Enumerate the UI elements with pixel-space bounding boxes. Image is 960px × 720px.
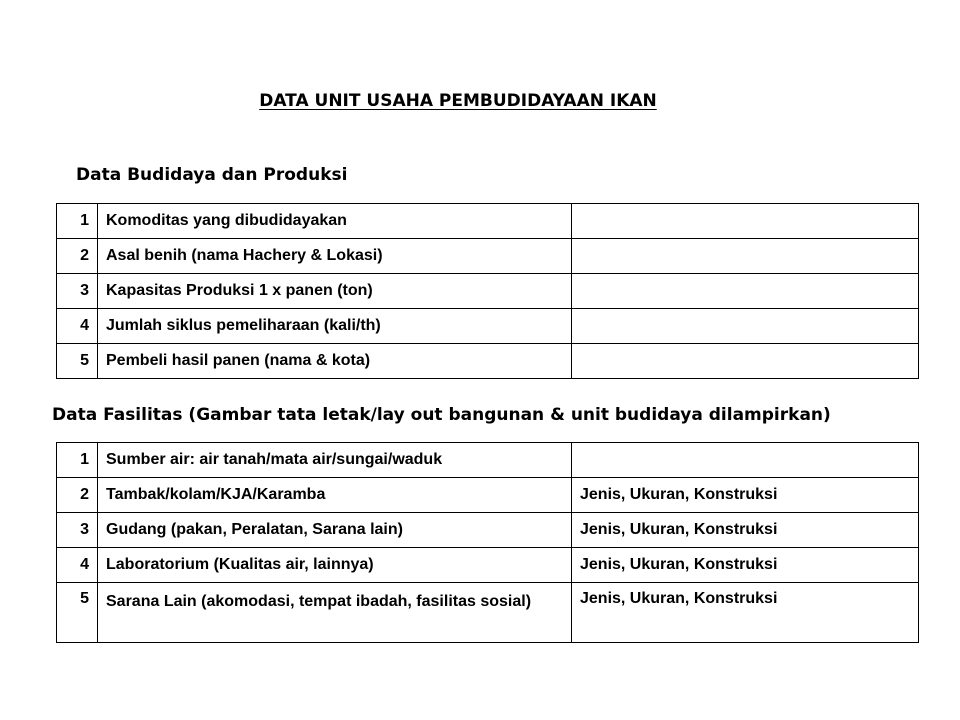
row-detail-cell[interactable] <box>572 443 919 478</box>
row-number: 3 <box>57 513 98 548</box>
row-detail-cell[interactable] <box>572 344 919 379</box>
row-item: Asal benih (nama Hachery & Lokasi) <box>98 239 572 274</box>
row-item: Komoditas yang dibudidayakan <box>98 204 572 239</box>
budidaya-table <box>56 203 919 379</box>
row-detail-cell[interactable] <box>572 309 919 344</box>
row-number: 5 <box>57 583 98 643</box>
row-item: Sarana Lain (akomodasi, tempat ibadah, fasilitas sosial) <box>98 583 572 643</box>
table-row <box>57 274 919 309</box>
table-row <box>57 309 919 344</box>
row-item: Laboratorium (Kualitas air, lainnya) <box>98 548 572 583</box>
table-row <box>57 344 919 379</box>
table-row <box>57 583 919 643</box>
row-number: 5 <box>57 344 98 379</box>
row-number: 4 <box>57 548 98 583</box>
row-number: 4 <box>57 309 98 344</box>
row-number: 1 <box>57 204 98 239</box>
table-row <box>57 204 919 239</box>
section-heading-fasilitas: Data Fasilitas (Gambar tata letak/lay out bangunan & unit budidaya dilampirkan) <box>52 405 831 425</box>
table-row <box>57 239 919 274</box>
table-row <box>57 548 919 583</box>
row-detail-cell: Jenis, Ukuran, Konstruksi <box>572 548 919 583</box>
row-number: 1 <box>57 443 98 478</box>
row-detail-cell[interactable] <box>572 274 919 309</box>
row-item: Kapasitas Produksi 1 x panen (ton) <box>98 274 572 309</box>
row-item: Jumlah siklus pemeliharaan (kali/th) <box>98 309 572 344</box>
row-item: Tambak/kolam/KJA/Karamba <box>98 478 572 513</box>
row-item: Gudang (pakan, Peralatan, Sarana lain) <box>98 513 572 548</box>
table-row <box>57 443 919 478</box>
row-detail-cell: Jenis, Ukuran, Konstruksi <box>572 583 919 643</box>
row-detail-cell[interactable] <box>572 239 919 274</box>
row-item: Sumber air: air tanah/mata air/sungai/waduk <box>98 443 572 478</box>
row-detail-cell: Jenis, Ukuran, Konstruksi <box>572 513 919 548</box>
section-heading-budidaya: Data Budidaya dan Produksi <box>76 165 348 185</box>
row-detail-cell[interactable] <box>572 204 919 239</box>
table-row <box>57 513 919 548</box>
page-title: DATA UNIT USAHA PEMBUDIDAYAAN IKAN <box>259 91 657 111</box>
table-row <box>57 478 919 513</box>
row-number: 2 <box>57 239 98 274</box>
row-item: Pembeli hasil panen (nama & kota) <box>98 344 572 379</box>
fasilitas-table <box>56 442 919 643</box>
row-detail-cell: Jenis, Ukuran, Konstruksi <box>572 478 919 513</box>
row-number: 3 <box>57 274 98 309</box>
row-number: 2 <box>57 478 98 513</box>
